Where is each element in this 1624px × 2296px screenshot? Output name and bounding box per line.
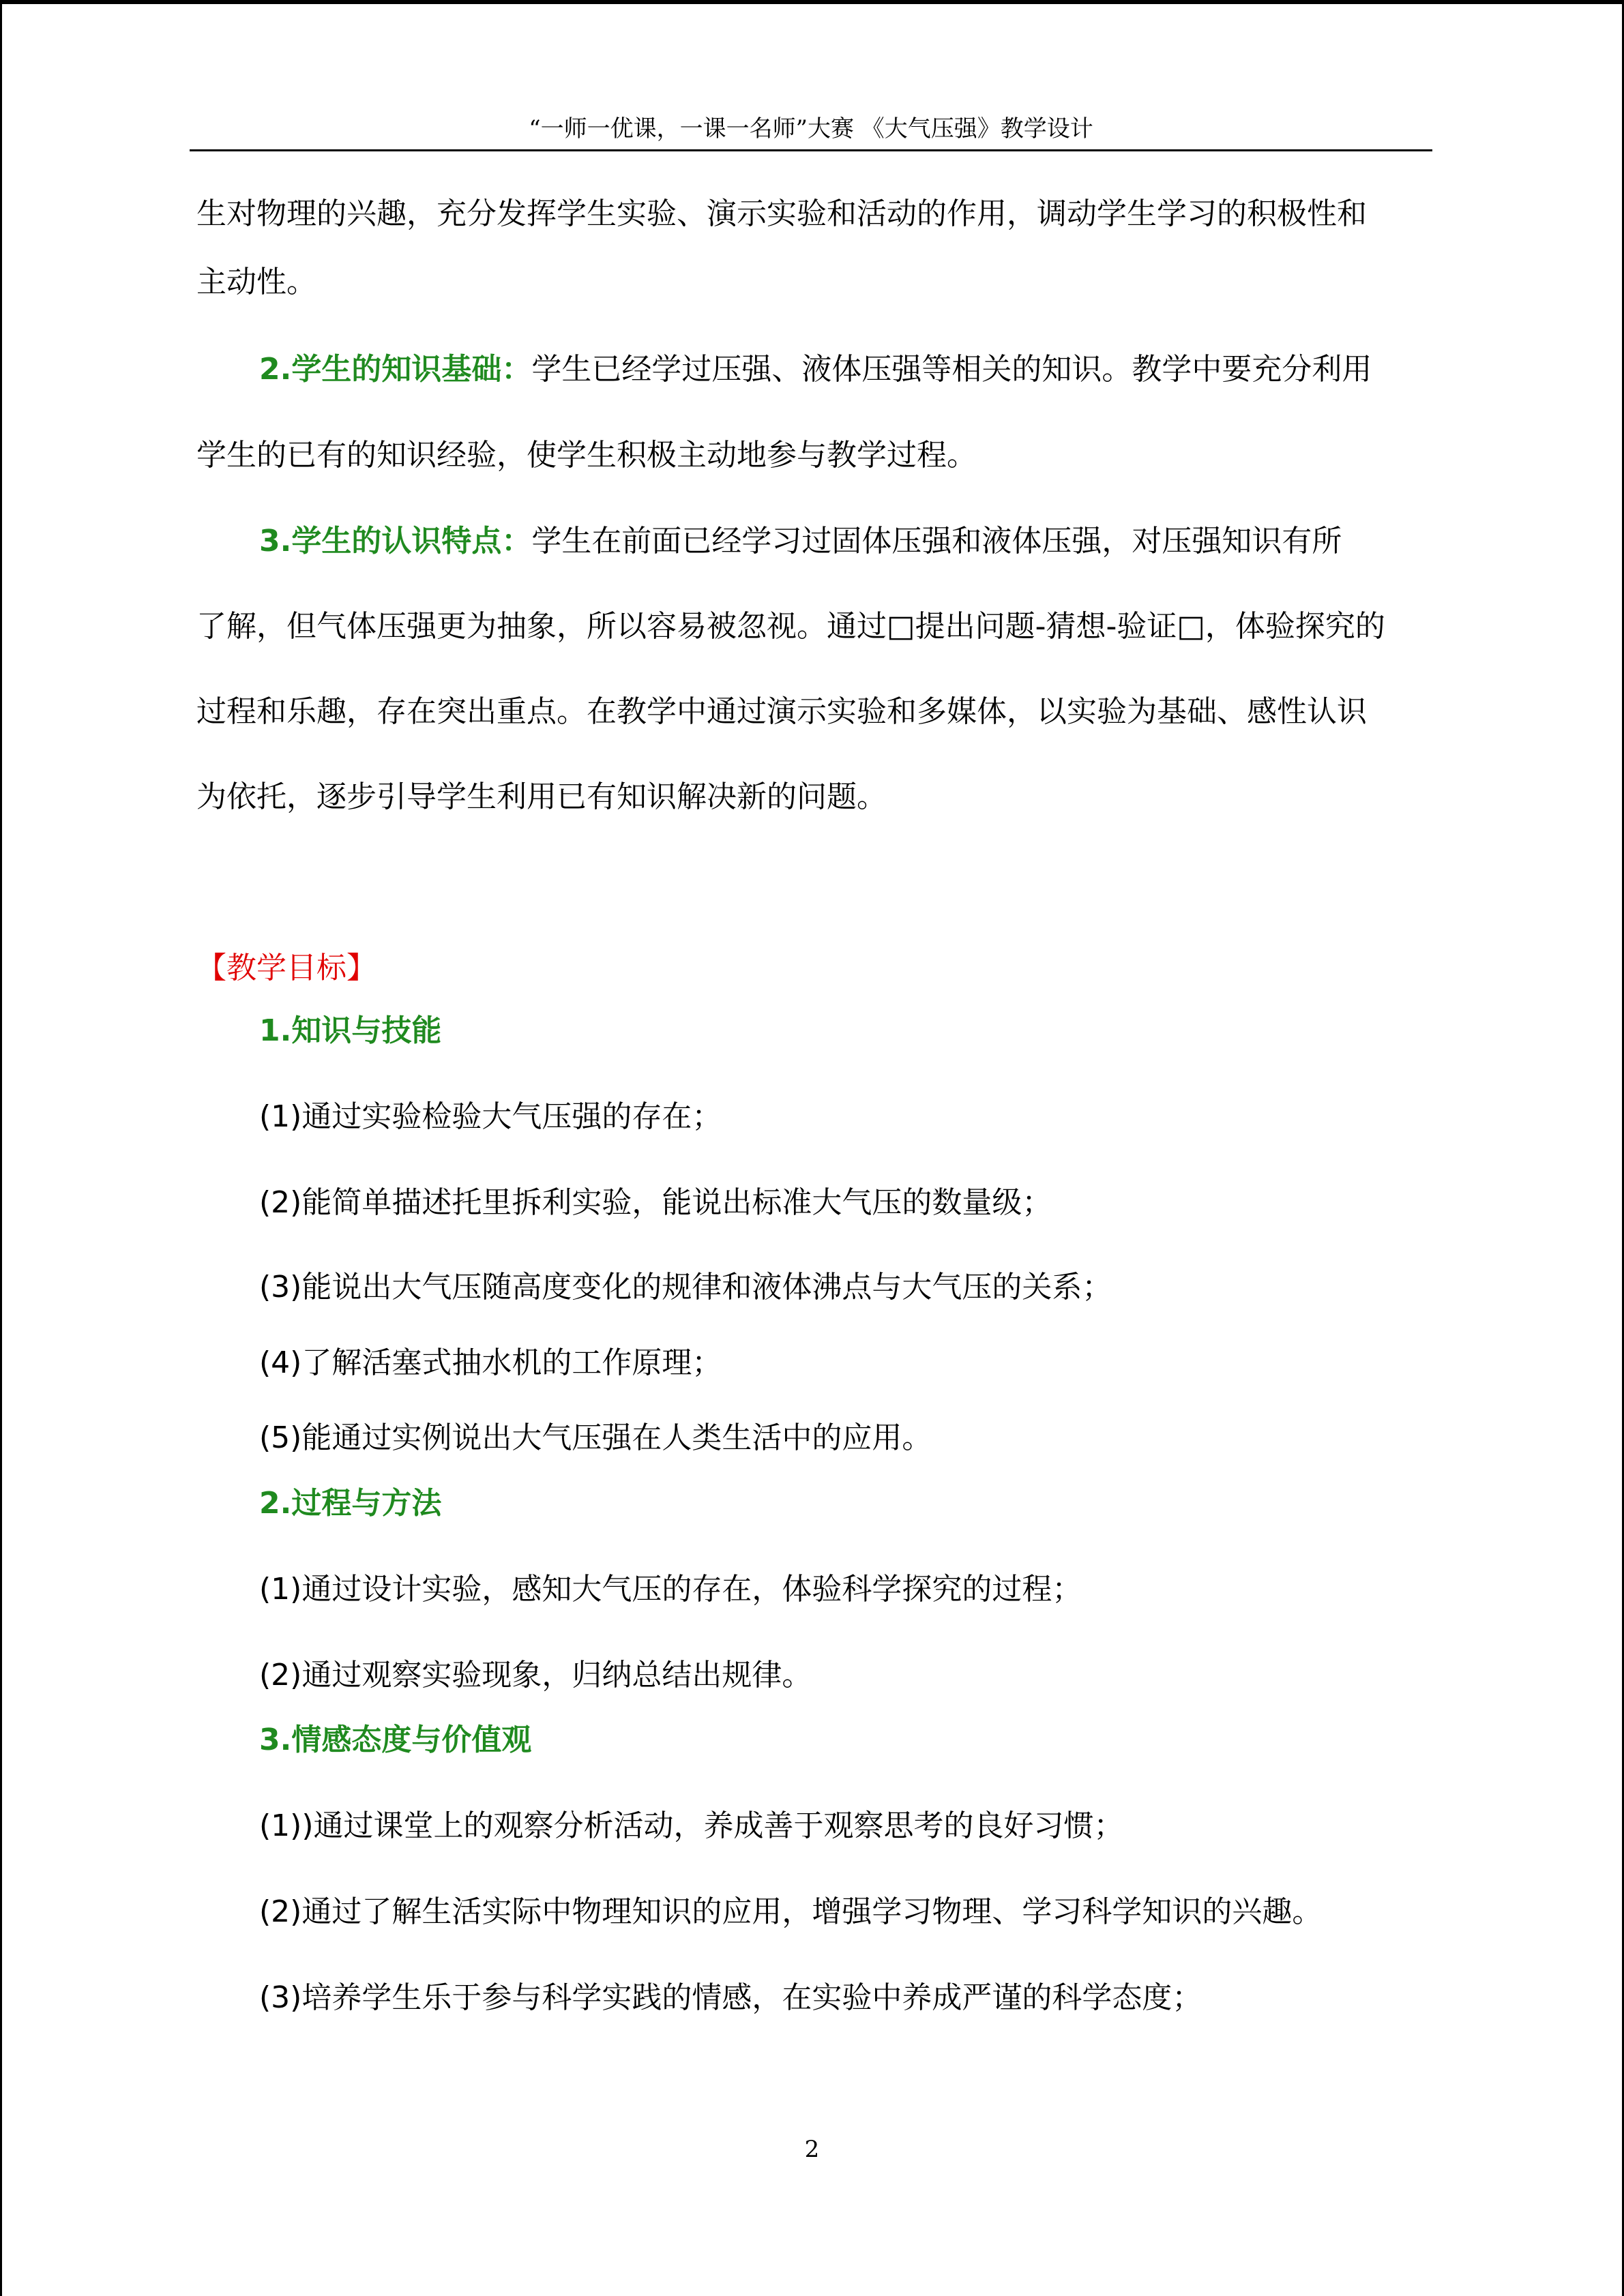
process-item-2: (2)通过观察实验现象，归纳总结出规律。 bbox=[259, 1658, 812, 1693]
knowledge-base-line-2: 学生的已有的知识经验，使学生积极主动地参与教学过程。 bbox=[196, 438, 977, 473]
emotion-values-heading: 3.情感态度与价值观 bbox=[259, 1723, 532, 1757]
emotion-item-1: (1))通过课堂上的观察分析活动，养成善于观察思考的良好习惯； bbox=[259, 1808, 1124, 1843]
page-header-title: “一师一优课，一课一名师”大赛 《大气压强》教学设计 bbox=[529, 115, 1093, 143]
intro-line-1: 生对物理的兴趣，充分发挥学生实验、演示实验和活动的作用，调动学生学习的积极性和 bbox=[196, 196, 1367, 231]
cognition-line-3: 过程和乐趣，存在突出重点。在教学中通过演示实验和多媒体，以实验为基础、感性认识 bbox=[196, 694, 1367, 729]
knowledge-base-line-1: 学生已经学过压强、液体压强等相关的知识。教学中要充分利用 bbox=[531, 352, 1372, 387]
knowledge-item-2: (2)能简单描述托里拆利实验，能说出标准大气压的数量级； bbox=[259, 1185, 1052, 1220]
page-number: 2 bbox=[804, 2136, 820, 2163]
knowledge-skill-heading: 1.知识与技能 bbox=[259, 1013, 442, 1048]
page-border-top bbox=[0, 0, 1624, 4]
emotion-item-2: (2)通过了解生活实际中物理知识的应用，增强学习物理、学习科学知识的兴趣。 bbox=[259, 1894, 1323, 1929]
cognition-line-2: 了解，但气体压强更为抽象，所以容易被忽视。通过□提出问题-猜想-验证□，体验探究的 bbox=[196, 609, 1385, 644]
header-rule bbox=[190, 149, 1432, 151]
knowledge-item-3: (3)能说出大气压随高度变化的规律和液体沸点与大气压的关系； bbox=[259, 1270, 1112, 1304]
knowledge-item-1: (1)通过实验检验大气压强的存在； bbox=[259, 1099, 722, 1134]
page-border-left bbox=[0, 0, 2, 2296]
process-method-heading: 2.过程与方法 bbox=[259, 1486, 442, 1521]
cognition-paragraph bbox=[259, 521, 1438, 562]
objectives-title: 【教学目标】 bbox=[196, 951, 377, 985]
knowledge-base-label: 2.学生的知识基础： bbox=[259, 352, 532, 387]
cognition-line-4: 为依托，逐步引导学生利用已有知识解决新的问题。 bbox=[196, 779, 887, 814]
cognition-line-1: 学生在前面已经学习过固体压强和液体压强，对压强知识有所 bbox=[531, 524, 1342, 558]
knowledge-item-5: (5)能通过实例说出大气压强在人类生活中的应用。 bbox=[259, 1420, 932, 1455]
knowledge-base-paragraph bbox=[259, 349, 1438, 390]
knowledge-item-4: (4)了解活塞式抽水机的工作原理； bbox=[259, 1345, 722, 1380]
emotion-item-3: (3)培养学生乐于参与科学实践的情感，在实验中养成严谨的科学态度； bbox=[259, 1980, 1202, 2015]
cognition-label: 3.学生的认识特点： bbox=[259, 524, 532, 558]
process-item-1: (1)通过设计实验，感知大气压的存在，体验科学探究的过程； bbox=[259, 1572, 1082, 1607]
intro-line-2: 主动性。 bbox=[196, 265, 316, 299]
